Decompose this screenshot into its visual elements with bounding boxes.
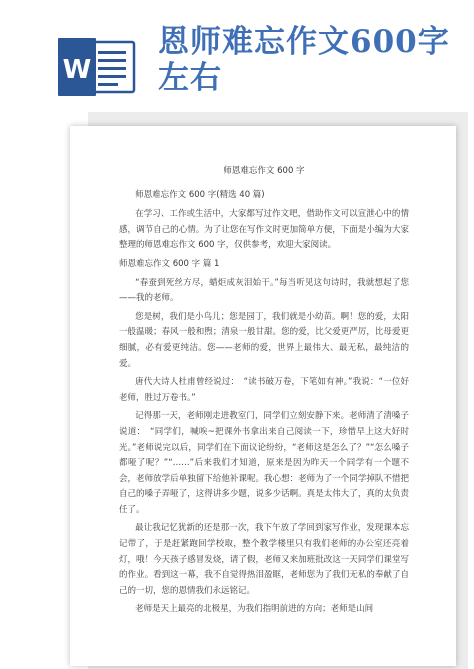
paragraph: 最让我记忆犹新的还是那一次，我下午放了学回到家写作业，发现课本忘记带了，于是赶紧跑回学校取，整个教学楼里只有我们老师的办公室还亮着灯，哦！今天孩子感冒发烧，请了假，老师又来加班批改这一天同学们课堂写的作业。看到这一幕，我不自觉得热泪盈眶，老师您为了我们无私的奉献了自己的一切，您的恩情我们永远铭记。 [119,523,409,596]
word-document-icon [58,38,144,96]
paragraph: 唐代大诗人杜甫曾经说过： “读书破万卷，下笔如有神。”我说：“一位好老师，胜过万卷书。” [119,377,409,403]
paragraph: 老师是天上最亮的北极星，为我们指明前进的方向；老师是山间 [135,604,374,615]
document-page-preview[interactable] [70,126,456,666]
paragraph: 记得那一天，老师刚走进教室门，同学们立刻安静下来。老师清了清嗓子说道： “同学们，喊唉~把课外书拿出来自己阅读一下，珍惜早上这大好时光。”老师说完以后，同学们在下面议论纷纷，“老师这是怎么了？”“怎么嗓子都哑了呢？”“……”后来我们才知道，原来是因为昨天一个同学有一个题不会，老师放学后单独留下给他补课呢。我心想：老师为了一个同学掉队不惜把自己的嗓子弄哑了，这得讲多少题，说多少话啊。真是太伟大了，真的太负责任了。 [119,411,409,515]
paragraph: 您是树，我们是小鸟儿；您是园丁，我们就是小幼苗。啊！您的爱，太阳一般温暖；春风一般和煦；清泉一般甘甜。您的爱，比父爱更严厉，比母爱更细腻，必有爱更纯洁。您——老师的爱，世界上最伟大、最无私，最纯洁的爱。 [119,311,409,369]
page-title: 恩师难忘作文600字左右 [158,24,450,96]
document-title: 师恩难忘作文 600 字 [223,166,305,176]
section-heading: 师恩难忘作文 600 字 篇 1 [119,258,220,269]
header [0,0,474,112]
document-body [119,164,409,621]
document-subtitle: 师恩难忘作文 600 字(精选 40 篇) [135,189,265,200]
svg-text:W: W [62,55,92,85]
paragraph: “春蚕到死丝方尽，蜡炬成灰泪始干。”每当听见这句诗时，我就想起了您——我的老师。 [119,277,409,304]
intro-paragraph: 在学习、工作或生活中，大家都写过作文吧，借助作文可以宣泄心中的情感，调节自己的心情。为了让您在写作文时更加简单方便，下面是小编为大家整理的师恩难忘作文 600 字，仅供参考，欢迎大家阅读。 [119,209,409,251]
